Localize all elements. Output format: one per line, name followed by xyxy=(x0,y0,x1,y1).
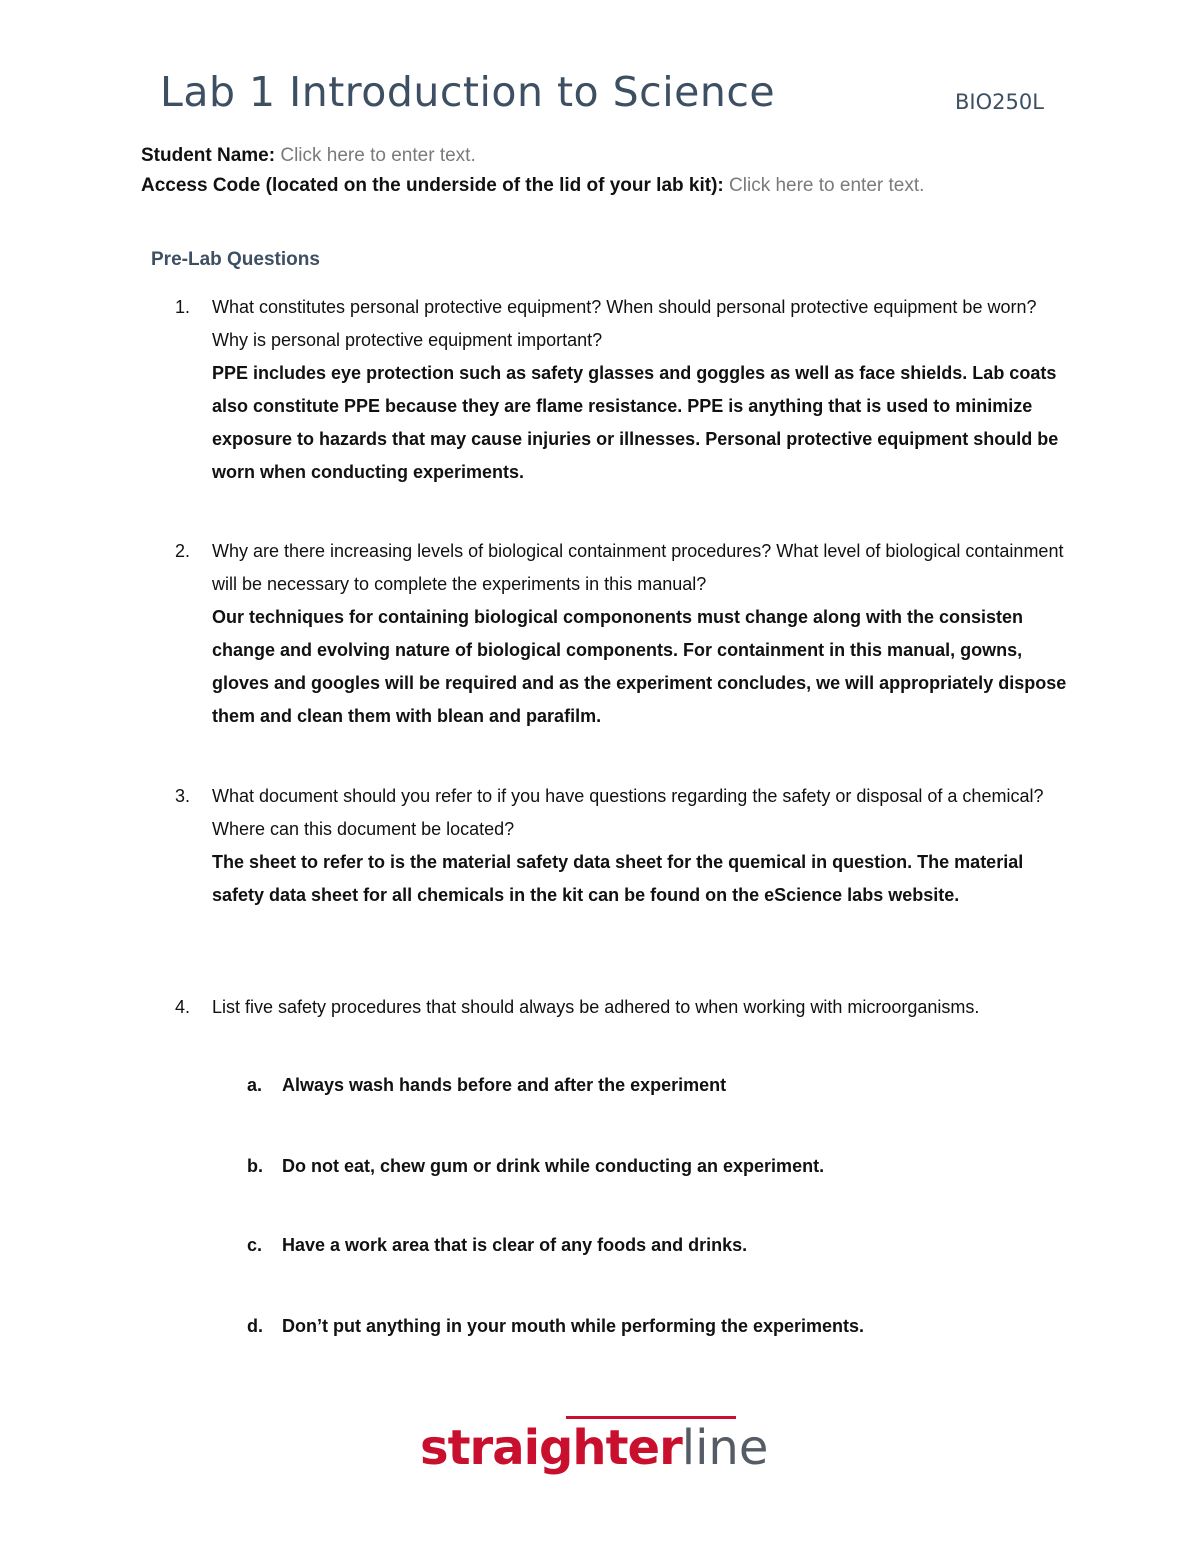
course-code: BIO250L xyxy=(955,90,1044,114)
access-code-input[interactable]: Click here to enter text. xyxy=(729,175,925,196)
question-2 xyxy=(175,535,1075,733)
question-prompt: What constitutes personal protective equipment? When should personal protective equipment be worn? Why is personal protective equipment important? xyxy=(212,297,1037,350)
list-item xyxy=(247,1156,824,1177)
question-prompt: List five safety procedures that should always be adhered to when working with microorganisms. xyxy=(212,997,980,1017)
question-answer: Our techniques for containing biological compononents must change along with the consisten change and evolving nature of biological components. For containment in this manual, gowns, gloves and googles will be required and as the experiment concludes, we will appropriately dispose them and clean them with blean and parafilm. xyxy=(212,607,1067,726)
logo-text-light: line xyxy=(681,1420,769,1476)
list-item-letter: a. xyxy=(247,1075,263,1095)
question-answer: PPE includes eye protection such as safety glasses and goggles as well as face shields. Lab coats also constitute PPE because they are flame resistance. PPE is anything that is used to minimize exposure to hazards that may cause injuries or illnesses. Personal protective equipment should be worn when conducting experiments. xyxy=(212,363,1059,482)
question-4 xyxy=(175,991,1075,1024)
list-item-text: Don’t put anything in your mouth while performing the experiments. xyxy=(282,1316,865,1336)
question-number: 2. xyxy=(175,541,191,561)
list-item xyxy=(247,1316,864,1337)
list-item-text: Always wash hands before and after the experiment xyxy=(282,1075,727,1095)
list-item-text: Have a work area that is clear of any foods and drinks. xyxy=(282,1235,748,1255)
question-answer: The sheet to refer to is the material safety data sheet for the quemical in question. The material safety data sheet for all chemicals in the kit can be found on the eScience labs website. xyxy=(212,852,1024,905)
logo-wordmark xyxy=(420,1418,768,1479)
access-code-field xyxy=(141,175,924,197)
student-name-label: Student Name: xyxy=(141,145,276,166)
list-item-letter: c. xyxy=(247,1235,263,1255)
list-item-text: Do not eat, chew gum or drink while conducting an experiment. xyxy=(282,1156,825,1176)
list-item xyxy=(247,1235,747,1256)
question-prompt: Why are there increasing levels of biological containment procedures? What level of biological containment will be necessary to complete the experiments in this manual? xyxy=(212,541,1064,594)
list-item xyxy=(247,1075,726,1096)
straighterline-logo xyxy=(420,1408,780,1488)
question-number: 1. xyxy=(175,297,191,317)
student-name-field xyxy=(141,145,476,167)
document-title: Lab 1 Introduction to Science xyxy=(160,68,776,116)
list-item-letter: d. xyxy=(247,1316,263,1336)
question-prompt: What document should you refer to if you have questions regarding the safety or disposal of a chemical? Where can this document be located? xyxy=(212,786,1044,839)
section-heading: Pre-Lab Questions xyxy=(151,249,320,270)
question-number: 3. xyxy=(175,786,191,806)
question-3 xyxy=(175,780,1075,912)
question-number: 4. xyxy=(175,997,191,1017)
list-item-letter: b. xyxy=(247,1156,263,1176)
question-1 xyxy=(175,291,1075,489)
student-name-input[interactable]: Click here to enter text. xyxy=(280,145,476,166)
access-code-label: Access Code (located on the underside of the lid of your lab kit): xyxy=(141,175,724,196)
logo-text-strong: straighter xyxy=(420,1420,682,1476)
